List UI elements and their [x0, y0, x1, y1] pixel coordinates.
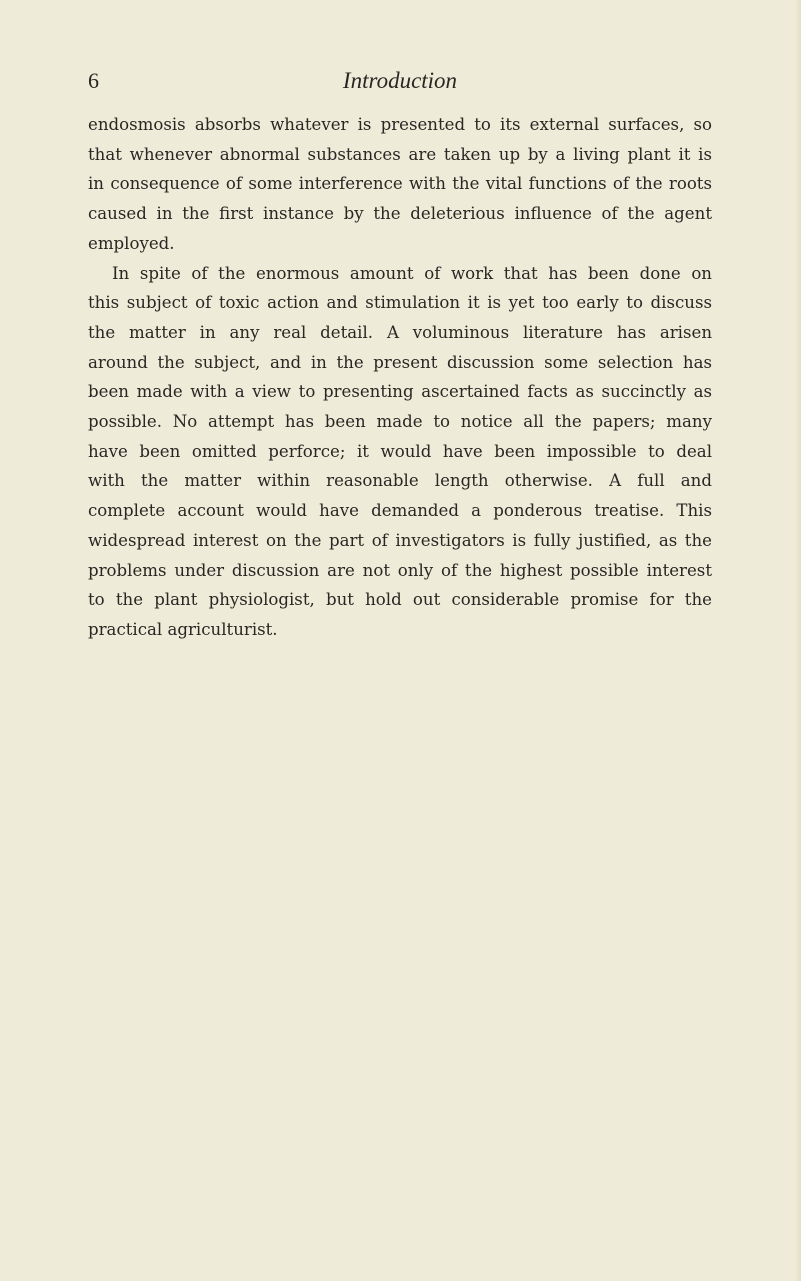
paragraph: [88, 259, 712, 645]
running-header: [88, 66, 712, 96]
text-line: this subject of toxic action and stimulation it is yet too early to discuss: [88, 293, 712, 313]
text-line: practical agriculturist.: [88, 619, 278, 639]
text-line: problems under discussion are not only of the highest possible interest: [88, 560, 712, 580]
text-line: to the plant physiologist, but hold out considerable promise for the: [88, 590, 712, 610]
running-title: Introduction: [342, 68, 458, 93]
text-line: in consequence of some interference with the vital functions of the roots: [88, 174, 712, 194]
text-line: widespread interest on the part of investigators is fully justified, as the: [88, 530, 712, 550]
text-line: caused in the first instance by the deleterious influence of the agent: [88, 204, 712, 224]
text-line: around the subject, and in the present discussion some selection has: [88, 352, 712, 372]
paragraph: [88, 110, 712, 259]
page-number: 6: [88, 68, 99, 93]
text-line: endosmosis absorbs whatever is presented to its external surfaces, so: [88, 115, 712, 134]
body-text: [88, 110, 712, 645]
text-line: employed.: [88, 233, 175, 253]
text-line: complete account would have demanded a ponderous treatise. This: [88, 501, 712, 521]
text-line: the matter in any real detail. A voluminous literature has arisen: [88, 322, 712, 342]
text-line: been made with a view to presenting ascertained facts as succinctly as: [88, 382, 712, 402]
text-line: that whenever abnormal substances are taken up by a living plant it is: [88, 144, 712, 164]
text-line: In spite of the enormous amount of work that has been done on: [112, 263, 712, 283]
page-edge: [796, 0, 801, 1281]
text-line: have been omitted perforce; it would have been impossible to deal: [88, 441, 712, 461]
text-line: with the matter within reasonable length otherwise. A full and: [88, 471, 712, 491]
text-line: possible. No attempt has been made to notice all the papers; many: [88, 412, 712, 432]
